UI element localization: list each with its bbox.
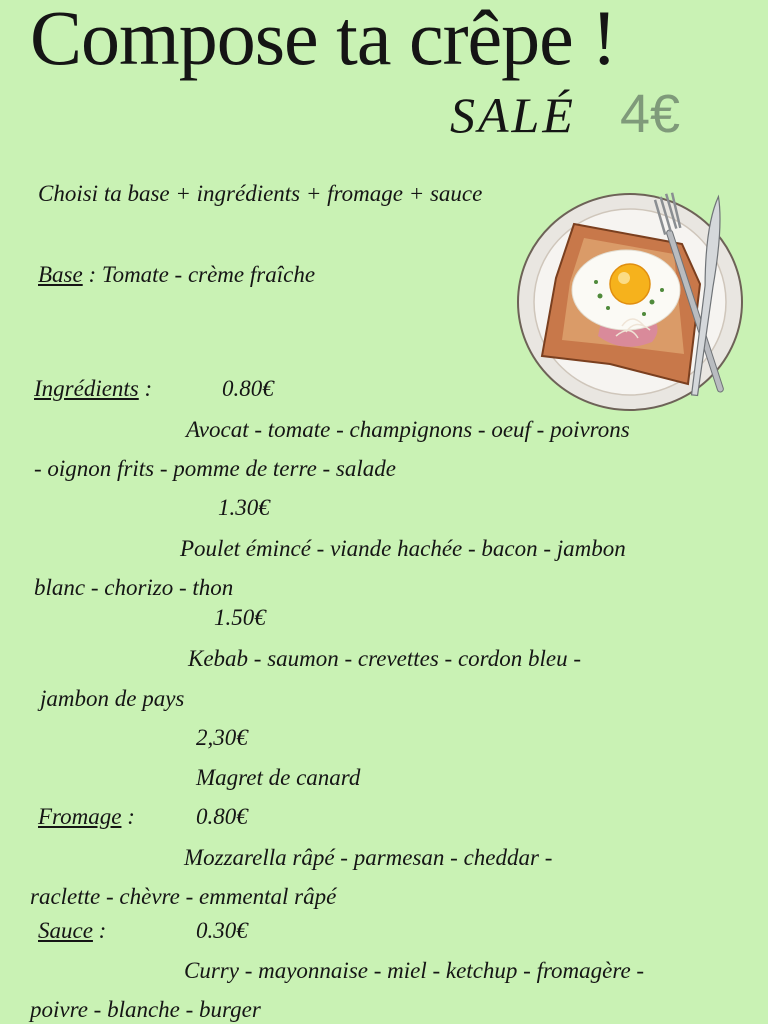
ingredients-price-2: 1.30€ — [218, 495, 270, 520]
base-value: Tomate - crème fraîche — [101, 262, 316, 287]
sauce-price: 0.30€ — [196, 918, 248, 943]
base-line — [38, 261, 315, 289]
ingredients-list-2-line2: blanc - chorizo - thon — [34, 575, 234, 600]
sauce-sep: : — [92, 918, 107, 943]
sauce-heading — [38, 917, 106, 945]
fromage-list-line1: Mozzarella râpé - parmesan - cheddar - — [184, 845, 553, 870]
ingredients-list-3-line1: Kebab - saumon - crevettes - cordon bleu - — [188, 646, 582, 671]
page-title: Compose ta crêpe ! — [30, 0, 617, 81]
ingredients-price-4: 2,30€ — [196, 725, 248, 750]
ingredients-list-3-line2: jambon de pays — [40, 686, 185, 711]
sauce-label: Sauce — [38, 918, 93, 943]
fromage-price: 0.80€ — [196, 804, 248, 829]
ingredients-list-1-line2: - oignon frits - pomme de terre - salade — [34, 456, 396, 481]
fromage-list-line2: raclette - chèvre - emmental râpé — [30, 884, 337, 909]
ingredients-label: Ingrédients — [34, 376, 139, 401]
ingredients-sep: : — [138, 376, 153, 401]
ingredients-list-4-line1: Magret de canard — [196, 765, 361, 790]
fromage-sep: : — [121, 804, 135, 829]
base-label: Base — [38, 262, 83, 287]
crepe-plate-illustration — [512, 186, 752, 416]
yolk-shine — [618, 272, 630, 284]
ingredients-heading — [34, 375, 152, 403]
category-label: SALÉ — [450, 87, 576, 143]
intro-text: Choisi ta base + ingrédients + fromage + sauce — [38, 181, 483, 206]
ingredients-list-1-line1: Avocat - tomate - champignons - oeuf - poivrons — [186, 417, 630, 442]
base-sep: : — [82, 262, 102, 287]
fromage-heading — [38, 803, 135, 831]
egg-yolk — [610, 264, 650, 304]
ingredients-list-2-line1: Poulet émincé - viande hachée - bacon - jambon — [180, 536, 626, 561]
ingredients-price-3: 1.50€ — [214, 605, 266, 630]
base-price: 4€ — [620, 84, 681, 144]
sauce-list-line2: poivre - blanche - burger — [30, 997, 261, 1022]
ingredients-price-1: 0.80€ — [222, 376, 274, 401]
fromage-label: Fromage — [38, 804, 122, 829]
sauce-list-line1: Curry - mayonnaise - miel - ketchup - fromagère - — [184, 958, 645, 983]
